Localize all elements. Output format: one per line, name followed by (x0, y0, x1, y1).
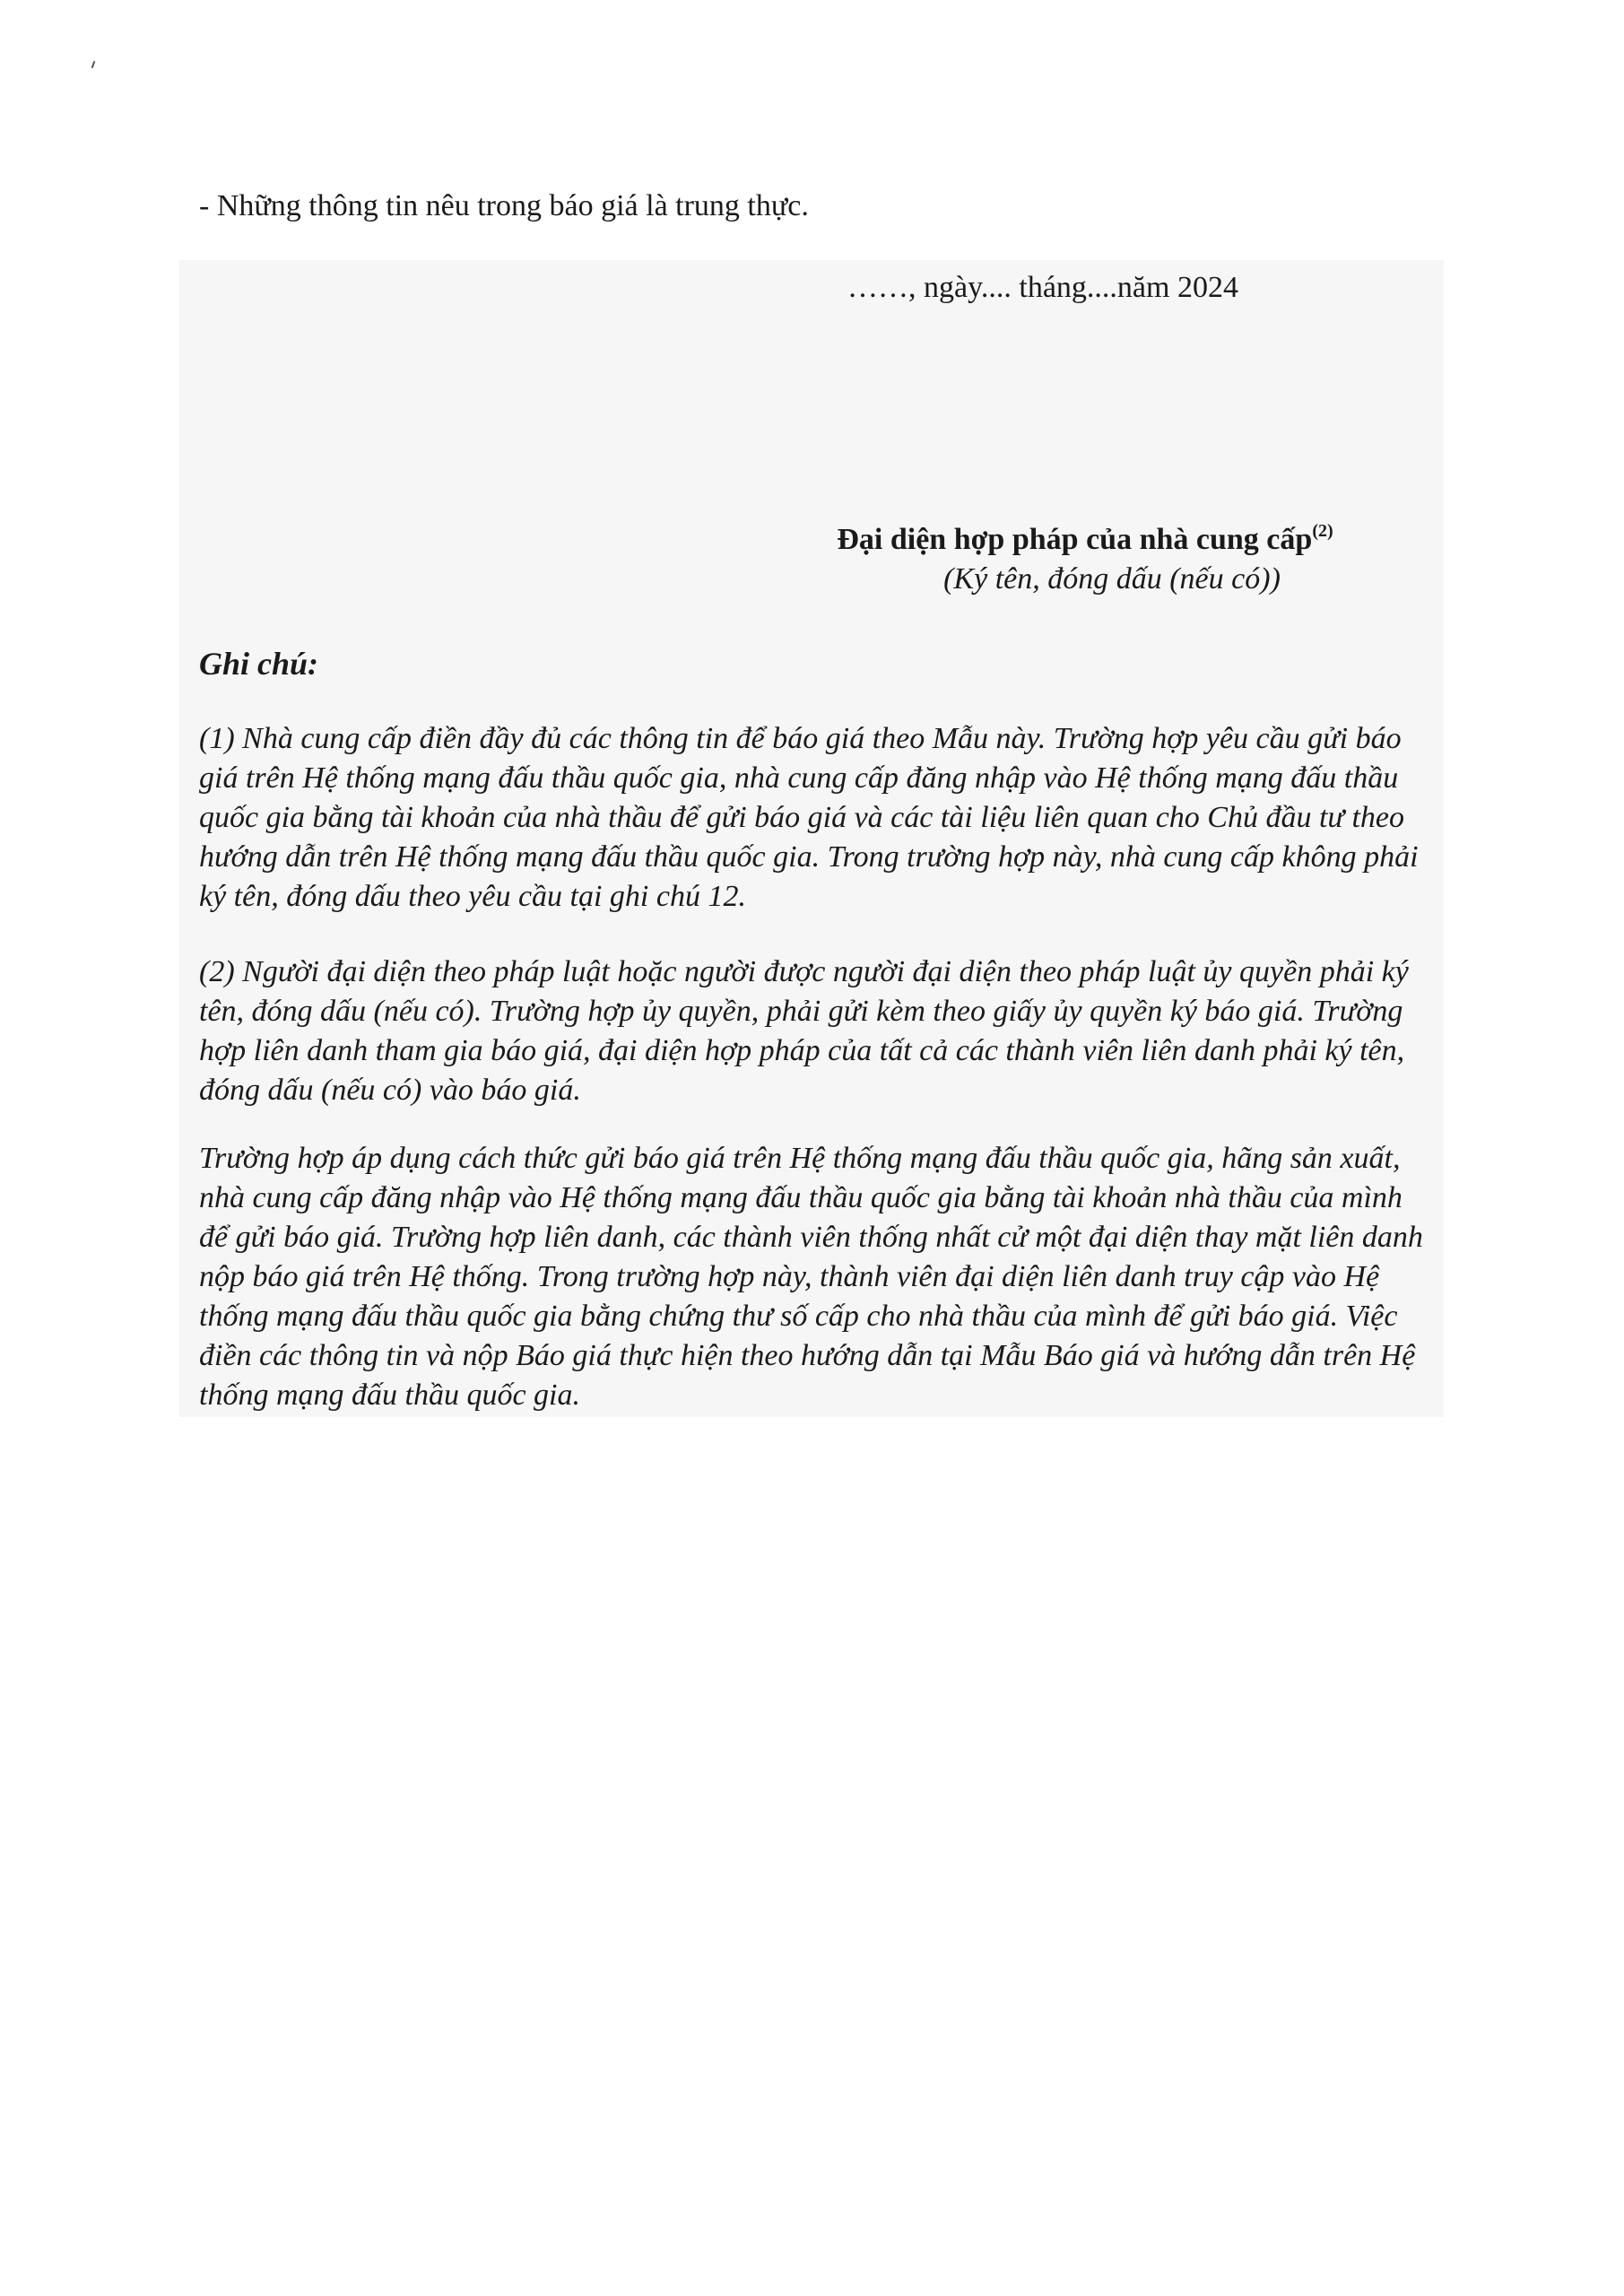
scan-artifact (91, 61, 96, 68)
signature-block (717, 520, 1453, 599)
signature-instruction: (Ký tên, đóng dấu (nếu có)) (943, 562, 1281, 596)
truthfulness-statement: - Những thông tin nêu trong báo giá là trung thực. (199, 189, 809, 222)
signature-title-text: Đại diện hợp pháp của nhà cung cấp (837, 523, 1313, 556)
note-paragraph-2: (2) Người đại diện theo pháp luật hoặc người được người đại diện theo pháp luật ủy quyền phải ký tên, đóng dấu (nếu có). Trường hợp ủy quyền, phải gửi kèm theo giấy ủy quyền ký báo giá. Trường hợp liên danh tham gia báo giá, đại diện hợp pháp của tất cả các thành viên liên danh phải ký tên, đóng dấu (nếu có) vào báo giá. (199, 955, 1409, 1107)
date-line: ……, ngày.... tháng....năm 2024 (847, 271, 1238, 304)
signature-title-reference: (2) (1312, 521, 1333, 541)
note-paragraph-3: Trường hợp áp dụng cách thức gửi báo giá trên Hệ thống mạng đấu thầu quốc gia, hãng sản xuất, nhà cung cấp đăng nhập vào Hệ thống mạng đấu thầu quốc gia bằng tài khoản nhà thầu của mình để gửi báo giá. Trường hợp liên danh, các thành viên thống nhất cử một đại diện thay mặt liên danh nộp báo giá trên Hệ thống. Trong trường hợp này, thành viên đại diện liên danh truy cập vào Hệ thống mạng đấu thầu quốc gia bằng chứng thư số cấp cho nhà thầu của mình để gửi báo giá. Việc điền các thông tin và nộp Báo giá thực hiện theo hướng dẫn tại Mẫu Báo giá và hướng dẫn trên Hệ thống mạng đấu thầu quốc gia. (199, 1142, 1423, 1412)
signature-title (717, 520, 1453, 560)
notes-heading: Ghi chú: (199, 646, 319, 682)
note-paragraph-1: (1) Nhà cung cấp điền đầy đủ các thông tin để báo giá theo Mẫu này. Trường hợp yêu cầu gửi báo giá trên Hệ thống mạng đấu thầu quốc gia, nhà cung cấp đăng nhập vào Hệ thống mạng đấu thầu quốc gia bằng tài khoản của nhà thầu để gửi báo giá và các tài liệu liên quan cho Chủ đầu tư theo hướng dẫn trên Hệ thống mạng đấu thầu quốc gia. Trong trường hợp này, nhà cung cấp không phải ký tên, đóng dấu theo yêu cầu tại ghi chú 12. (199, 722, 1419, 913)
